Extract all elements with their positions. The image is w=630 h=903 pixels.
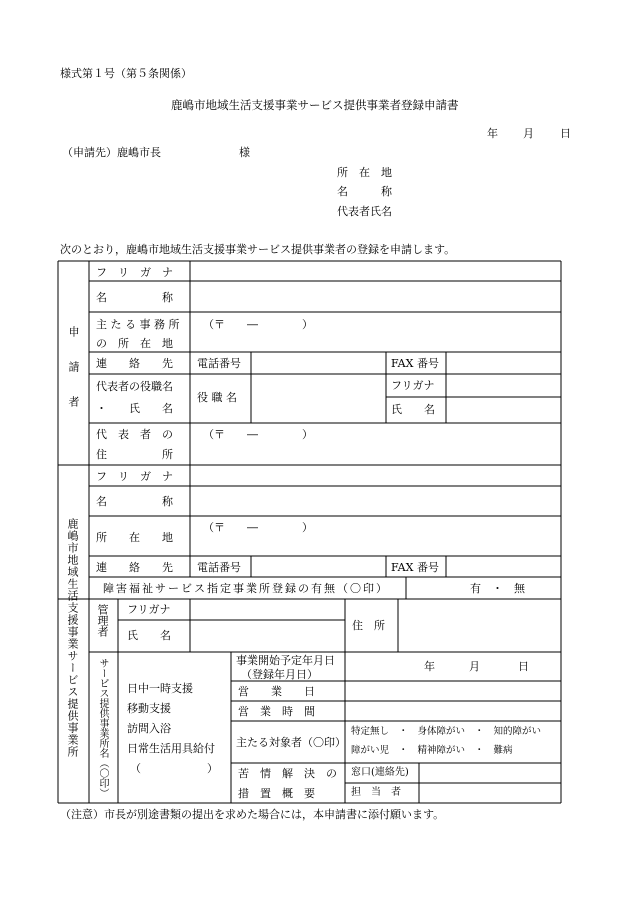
form-title: 鹿嶋市地域生活支援事業サービス提供事業者登録申請書 [171, 98, 459, 112]
applicant-contact-label: 連 絡 先 [96, 357, 173, 370]
complaint-label-1: 苦 情 解 決 の [238, 767, 337, 780]
date-year[interactable]: 年 [487, 127, 498, 140]
business-day-label: 営 業 日 [238, 685, 315, 698]
shitei-label: 障害福祉サービス指定事業所登録の有無（〇印） [103, 582, 389, 595]
service-option-4[interactable]: 日常生活用具給付 [127, 742, 215, 755]
business-hours-label: 営 業 時 間 [238, 705, 315, 718]
office-contact-label: 連 絡 先 [96, 561, 173, 574]
service-option-1[interactable]: 日中一時支援 [127, 682, 193, 695]
applicant-phone-label: 電話番号 [197, 357, 241, 370]
complaint-label-2: 措 置 概 要 [238, 787, 315, 800]
honorific: 様 [239, 146, 250, 159]
date-day[interactable]: 日 [560, 127, 571, 140]
applicant-fax-label: FAX 番号 [391, 357, 439, 370]
manager-address-label: 住 所 [352, 619, 385, 632]
office-fax-label: FAX 番号 [391, 561, 439, 574]
applicant-position-label: 役 職 名 [197, 391, 237, 404]
start-date-day[interactable]: 日 [518, 660, 529, 673]
office-postal[interactable]: （〒 ― ） [203, 521, 313, 534]
start-date-year[interactable]: 年 [424, 660, 435, 673]
applicant-name-label: 名 称 [337, 185, 392, 198]
applicant-rep-label-1: 代表者の役職名 [96, 380, 173, 393]
applicant-rep-addr-label-2: 住 所 [96, 448, 173, 461]
manager-furigana-label: フリガナ [127, 603, 171, 616]
complaint-person-label: 担 当 者 [351, 787, 401, 798]
manager-side-label: 管理者 [96, 604, 109, 637]
office-phone-label: 電話番号 [197, 561, 241, 574]
applicant-side-label: 申請者 [67, 326, 80, 431]
applicant-name-cell-label: 名 称 [96, 291, 173, 304]
shitei-choice[interactable]: 有 ・ 無 [470, 582, 525, 595]
service-name-side-label: サービス提供事業所名（〇印） [97, 658, 108, 798]
manager-name-label: 氏 名 [127, 629, 171, 642]
applicant-rep-name-label: 氏 名 [391, 403, 435, 416]
applicant-rep-furigana-label: フリガナ [391, 379, 435, 392]
date-month[interactable]: 月 [523, 127, 534, 140]
applicant-rep-addr-label-1: 代 表 者 の [96, 428, 173, 441]
applicant-rep-label-2: ・ 氏 名 [96, 402, 173, 415]
target-options-2[interactable]: 障がい児 ・ 精神障がい ・ 難病 [351, 745, 513, 756]
form-number: 様式第１号（第５条関係） [60, 67, 192, 80]
applicant-rep-postal[interactable]: （〒 ― ） [203, 428, 313, 441]
start-date-month[interactable]: 月 [469, 660, 480, 673]
applicant-rep-label: 代表者氏名 [337, 205, 392, 218]
service-option-5[interactable]: （ ） [130, 762, 218, 775]
applicant-furigana-label: フ リ ガ ナ [96, 266, 173, 279]
applicant-office-label-2: の 所 在 地 [96, 337, 173, 350]
office-side-label: 鹿嶋市地域生活支援事業サービス提供事業所 [66, 518, 79, 758]
target-label: 主たる対象者（〇印） [236, 736, 346, 749]
complaint-window-label: 窓口(連絡先) [351, 767, 409, 778]
service-option-2[interactable]: 移動支援 [127, 702, 171, 715]
applicant-location-label: 所 在 地 [337, 166, 392, 179]
footer-note: （注意）市長が別途書類の提出を求めた場合には，本申請書に添付願います。 [60, 808, 445, 821]
intro-text: 次のとおり，鹿嶋市地域生活支援事業サービス提供事業者の登録を申請します。 [60, 243, 456, 256]
addressee: （申請先）鹿嶋市長 [62, 146, 161, 159]
office-location-label: 所 在 地 [96, 531, 173, 544]
start-date-label-1: 事業開始予定年月日 [236, 654, 335, 667]
start-date-label-2: （登録年月日） [241, 668, 318, 681]
service-option-3[interactable]: 訪問入浴 [127, 722, 171, 735]
applicant-office-label-1: 主 た る 事 務 所 [96, 318, 180, 331]
office-name-label: 名 称 [96, 495, 173, 508]
office-furigana-label: フ リ ガ ナ [96, 470, 173, 483]
applicant-postal[interactable]: （〒 ― ） [203, 318, 313, 331]
target-options-1[interactable]: 特定無し ・ 身体障がい ・ 知的障がい [351, 726, 542, 737]
